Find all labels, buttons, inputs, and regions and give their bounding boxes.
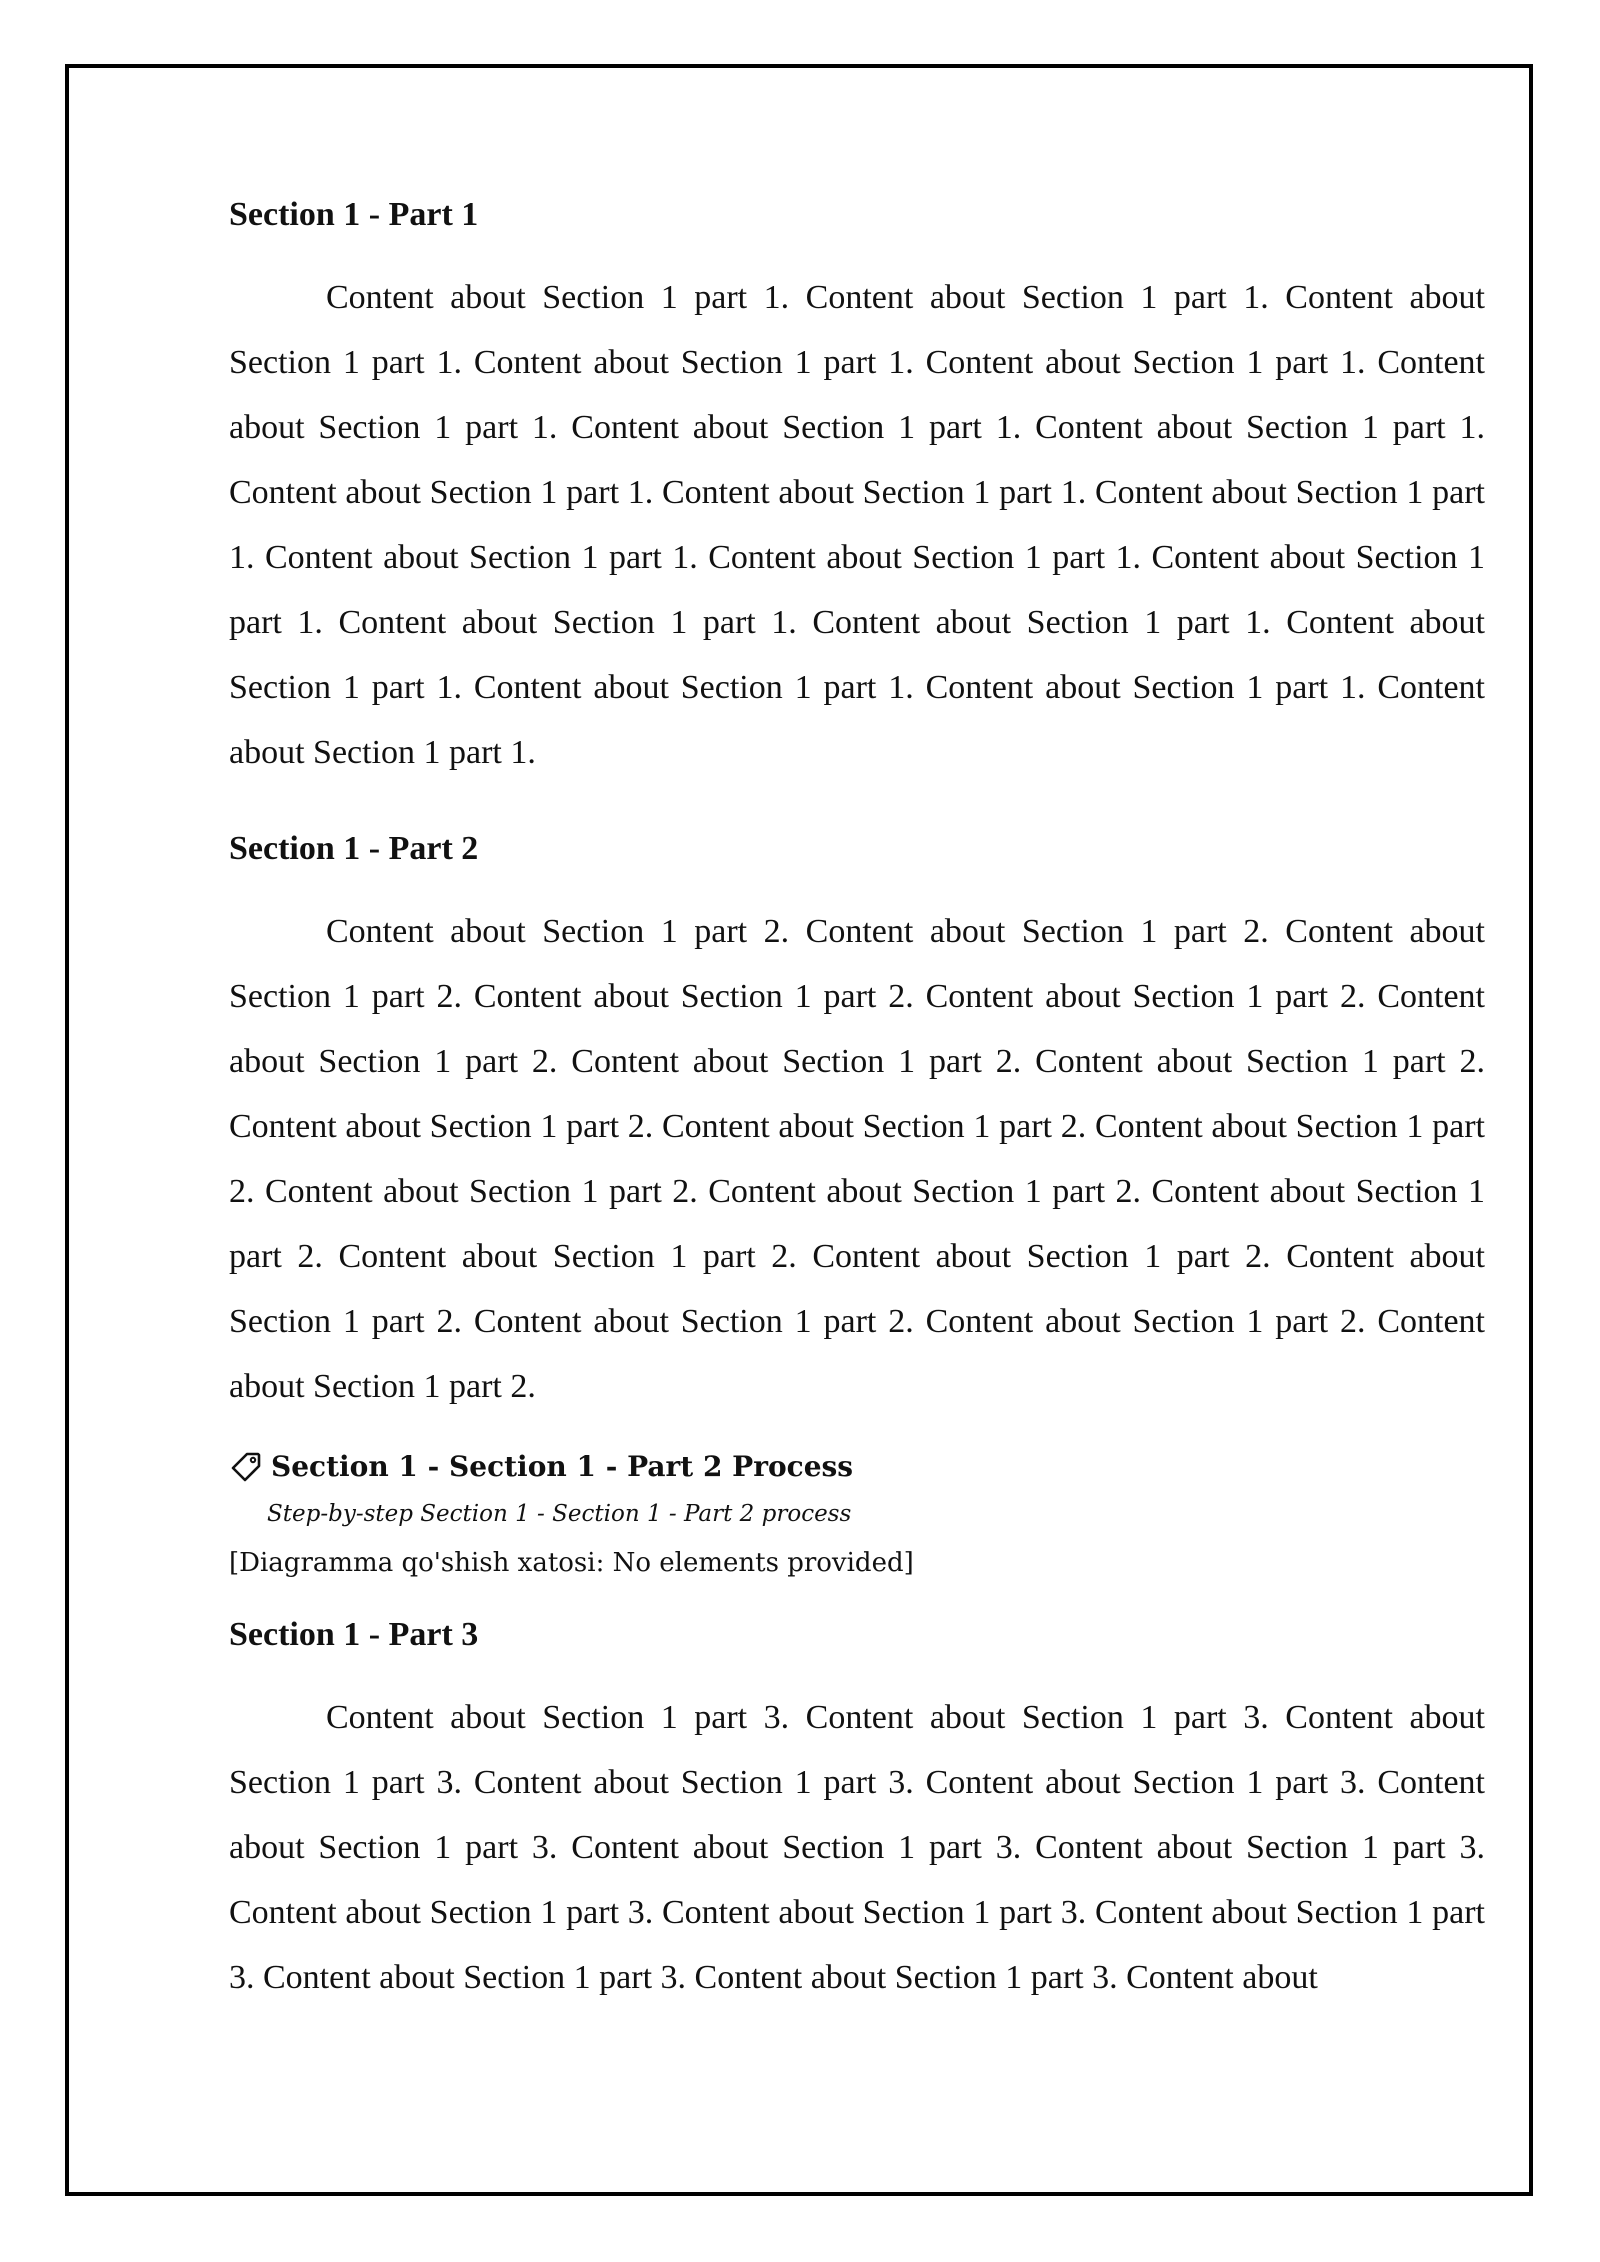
diagram-error-message: [Diagramma qo'shish xatosi: No elements provided]	[229, 1548, 914, 1578]
section-heading: Section 1 - Part 2	[229, 830, 479, 867]
tag-icon	[229, 1450, 263, 1484]
section-paragraph: Content about Section 1 part 3. Content about Section 1 part 3. Content about Section 1 part 3. Content about Section 1 part 3. Content about Section 1 part 3. Content about Section 1 part 3. Content about Section 1 part 3. Content about Section 1 part 3. Content about Section 1 part 3. Content about Section 1 part 3. Content about Section 1 part 3. Content about Section 1 part 3. Content about Section 1 part 3. Content about	[229, 1699, 1485, 1996]
section-part-1	[229, 195, 1485, 785]
diagram-block	[229, 1449, 1485, 1581]
document-body	[229, 195, 1485, 2075]
section-paragraph: Content about Section 1 part 1. Content about Section 1 part 1. Content about Section 1 part 1. Content about Section 1 part 1. Content about Section 1 part 1. Content about Section 1 part 1. Content about Section 1 part 1. Content about Section 1 part 1. Content about Section 1 part 1. Content about Section 1 part 1. Content about Section 1 part 1. Content about Section 1 part 1. Content about Section 1 part 1. Content about Section 1 part 1. Content about Section 1 part 1. Content about Section 1 part 1. Content about Section 1 part 1. Content about Section 1 part 1. Content about Section 1 part 1. Content about Section 1 part 1.	[229, 279, 1485, 771]
section-part-3	[229, 1615, 1485, 2010]
section-heading: Section 1 - Part 1	[229, 196, 479, 233]
diagram-title: Section 1 - Section 1 - Part 2 Process	[271, 1450, 854, 1483]
section-paragraph: Content about Section 1 part 2. Content about Section 1 part 2. Content about Section 1 part 2. Content about Section 1 part 2. Content about Section 1 part 2. Content about Section 1 part 2. Content about Section 1 part 2. Content about Section 1 part 2. Content about Section 1 part 2. Content about Section 1 part 2. Content about Section 1 part 2. Content about Section 1 part 2. Content about Section 1 part 2. Content about Section 1 part 2. Content about Section 1 part 2. Content about Section 1 part 2. Content about Section 1 part 2. Content about Section 1 part 2. Content about Section 1 part 2. Content about Section 1 part 2.	[229, 913, 1485, 1405]
diagram-subtitle: Step-by-step Section 1 - Section 1 - Part 2 process	[267, 1501, 852, 1527]
section-heading: Section 1 - Part 3	[229, 1616, 479, 1653]
section-part-2	[229, 829, 1485, 1419]
diagram-title-row	[229, 1449, 1485, 1485]
